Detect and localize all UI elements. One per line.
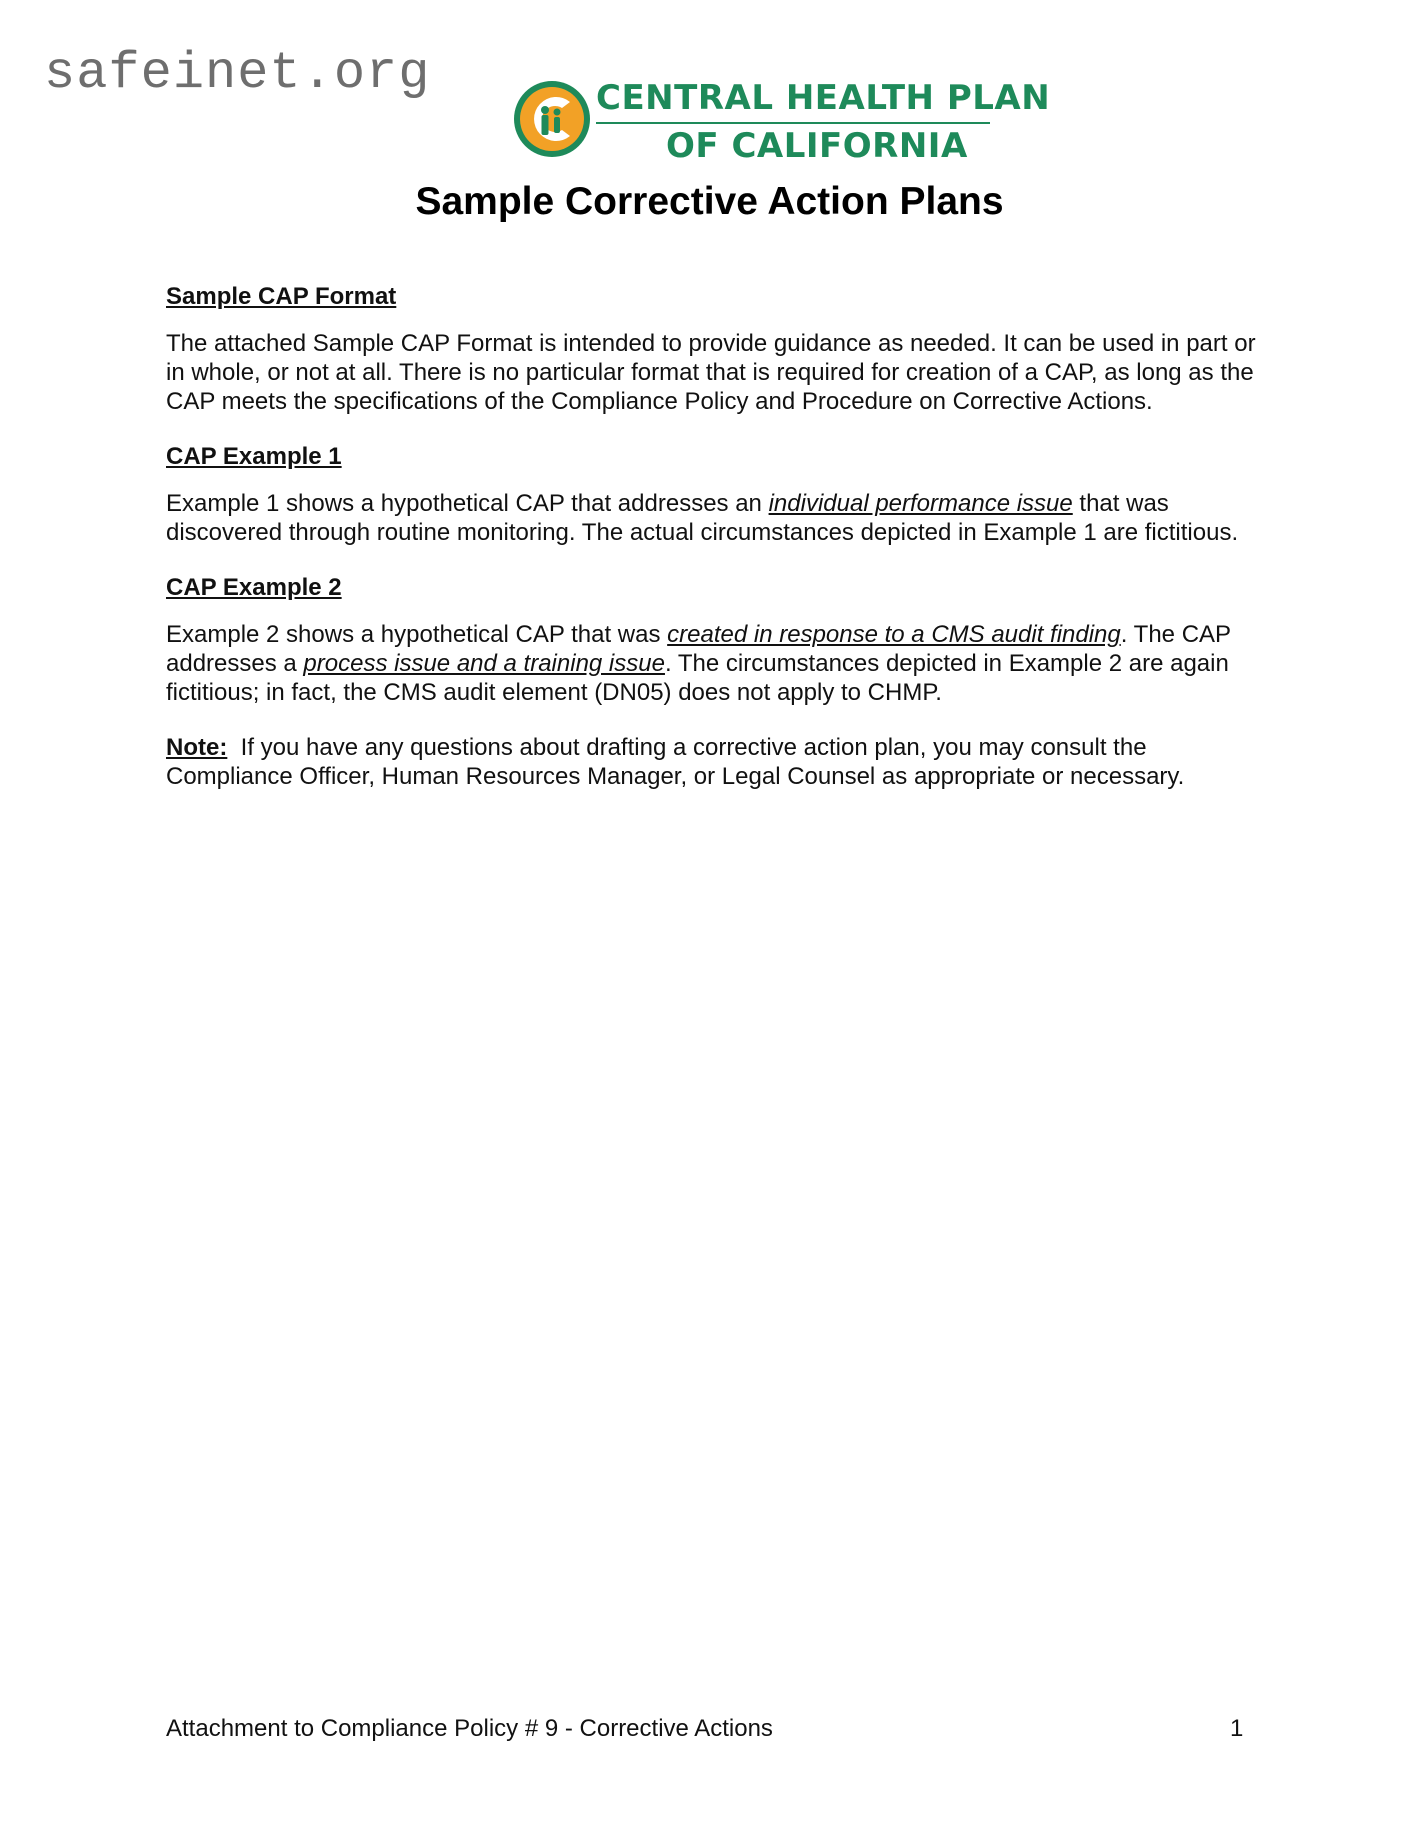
section-body-format: The attached Sample CAP Format is intended to provide guidance as needed. It can be used in part or in whole, or not at all. There is no particular format that is required for creation of a CAP, as long as the CAP meets the specifications of the Compliance Policy and Procedure on Corrective Actions. (166, 330, 1256, 415)
note-text: If you have any questions about drafting a corrective action plan, you may consult the Compliance Officer, Human Resources Manager, or Legal Counsel as appropriate or necessary. (166, 734, 1185, 790)
logo-rule (596, 122, 990, 124)
page-number: 1 (1230, 1715, 1244, 1742)
example-2-text-mid: . The CAP addresses a (166, 621, 1231, 677)
logo-emblem-icon (512, 74, 592, 164)
example-1-emphasis: individual performance issue (768, 490, 1073, 517)
page-title: Sample Corrective Action Plans (415, 180, 1004, 223)
document-body (166, 282, 1256, 817)
company-logo (512, 74, 1051, 166)
example-2-text-start: Example 2 shows a hypothetical CAP that was (166, 621, 668, 648)
logo-line-1: CENTRAL HEALTH PLAN (596, 78, 1051, 118)
example-2-emphasis-2: process issue and a training issue (303, 650, 665, 677)
note-label: Note: (166, 734, 228, 761)
example-2-emphasis-1: created in response to a CMS audit finding (667, 621, 1121, 648)
example-2-text-end: . The circumstances depicted in Example 2 are again fictitious; in fact, the CMS audit element (DN05) does not apply to CHMP. (166, 650, 1229, 706)
section-body-example-2 (166, 620, 1256, 707)
example-1-text-start: Example 1 shows a hypothetical CAP that addresses an (166, 490, 769, 517)
logo-line-2: OF CALIFORNIA (666, 126, 968, 166)
footer-caption: Attachment to Compliance Policy # 9 - Corrective Actions (166, 1715, 773, 1742)
section-body-example-1 (166, 489, 1256, 547)
watermark-text: safeinet.org (44, 44, 431, 103)
example-1-text-end: that was discovered through routine monitoring. The actual circumstances depicted in Example 1 are fictitious. (166, 490, 1239, 546)
section-heading-example-2: CAP Example 2 (166, 574, 342, 601)
note-paragraph (166, 733, 1256, 791)
section-heading-format: Sample CAP Format (166, 283, 397, 310)
section-heading-example-1: CAP Example 1 (166, 443, 342, 470)
